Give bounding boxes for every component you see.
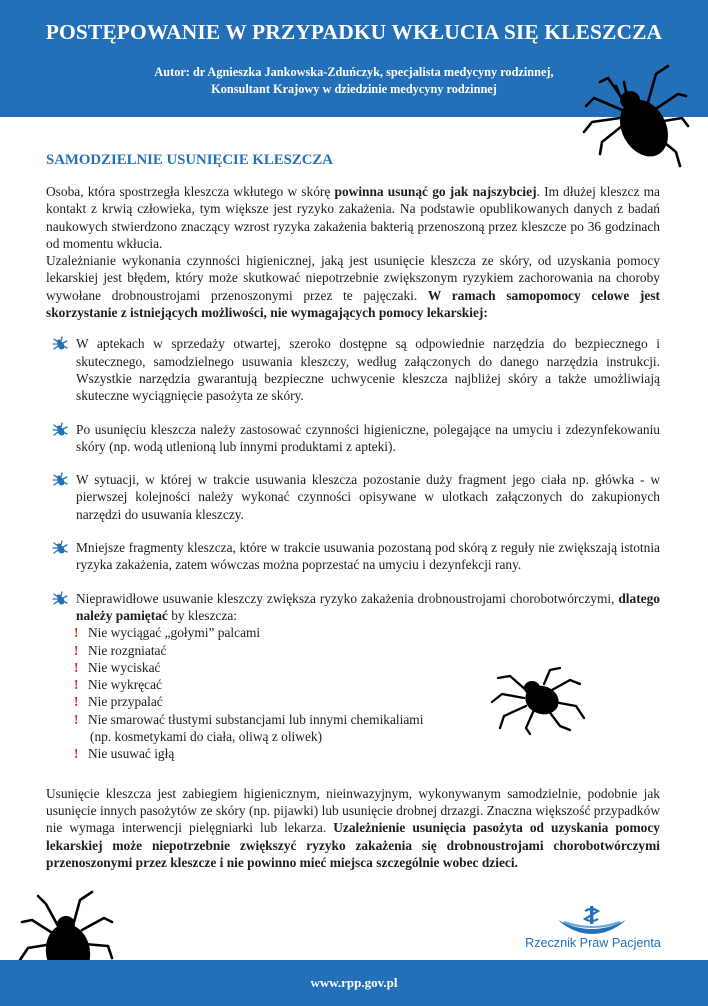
exclamation-icon: ! [74, 746, 79, 762]
main-content [46, 152, 660, 871]
warning-text: Nie wyciągać „gołymi” palcami [88, 625, 261, 641]
logo-text: Rzecznik Praw Pacjenta [525, 936, 661, 950]
exclamation-icon: ! [74, 711, 79, 727]
rpp-logo-icon [554, 904, 630, 934]
warning-item-continuation: (np. kosmetykami do ciała, oliwą z oliwek) [90, 729, 323, 745]
tick-bullet-icon [52, 472, 68, 488]
footer-url-link[interactable]: www.rpp.gov.pl [310, 975, 398, 990]
bullet-4-text: Mniejsze fragmenty kleszcza, które w trakcie usuwania pozostaną pod skórą z reguły nie zwiększają istotnia ryzyka zakażenia, zatem wówczas można poprzestać na umyciu i dezynfekcji rany. [76, 540, 660, 573]
tick-illustration-middle-icon [490, 666, 586, 736]
list-item [46, 421, 660, 456]
footer-banner [0, 960, 708, 1006]
exclamation-icon: ! [74, 677, 79, 693]
list-item [46, 335, 660, 404]
author-info [90, 64, 618, 98]
exclamation-icon: ! [74, 642, 79, 658]
intro-p1-text: Osoba, która spostrzegła kleszcza wkłutego w skórę [46, 184, 335, 199]
intro-p1-text-end: . Im dłużej kleszcz ma kontakt z krwią człowieka, tym większe jest ryzyko zakażenia. Na podstawie opublikowanych danych z badań naukowych stwierdzono znaczący wzrost ryzyka zakażenia bakterią przenoszoną przez kleszcze po 36 godzinach od momentu wkłucia. [46, 184, 660, 251]
bullet-5-text-end: by kleszcza: [167, 607, 238, 623]
intro-p1-emphasis: powinna usunąć go jak najszybciej [334, 184, 537, 199]
closing-paragraph [46, 785, 660, 871]
closing-emphasis: Uzależnienie usunięcia pasożyta od uzyskania pomocy lekarskiej może niepotrzebnie zwiększyć ryzyko zakażenia się drobnoustrojami chorobotwórczymi przenoszonymi przez kleszcze i nie powinno mieć miejsca szczególnie wobec dzieci. [46, 820, 660, 870]
section-title: SAMODZIELNIE USUNIĘCIE KLESZCZA [46, 152, 333, 168]
page-title: POSTĘPOWANIE W PRZYPADKU WKŁUCIA SIĘ KLESZCZA [45, 20, 663, 44]
warning-item [76, 624, 660, 641]
author-line-1: Autor: dr Agnieszka Jankowska-Zduńczyk, specjalista medycyny rodzinnej, [154, 65, 554, 79]
bullet-3-text: W sytuacji, w której w trakcie usuwania kleszcza pozostanie duży fragment jego ciała np. główka - w pierwszej kolejności należy wykonać czynności opisywane w ulotkach załączonych do zakupionych narzędzi do usuwania kleszczy. [76, 472, 660, 522]
exclamation-icon: ! [74, 694, 79, 710]
warning-text: Nie wyciskać [88, 659, 161, 675]
intro-paragraph-1 [46, 183, 660, 252]
bullet-1-text: W aptekach w sprzedaży otwartej, szeroko dostępne są odpowiednie narzędzia do bezpiecznego i skutecznego, samodzielnego usuwania kleszczy, według załączonych do danego narzędzia instrukcji. Wszystkie narzędzia gwarantują bezpieczne uchwycenie kleszcza najbliżej skóry a także umożliwiają skuteczne wyciągnięcie pasożyta ze skóry. [76, 336, 660, 404]
warning-text: Nie przypalać [88, 694, 163, 710]
exclamation-icon: ! [74, 625, 79, 641]
warning-text: Nie wykręcać [88, 677, 162, 693]
intro-p2-emphasis: W ramach samopomocy celowe jest skorzystanie z istniejących możliwości, nie wymagających pomocy lekarskiej: [46, 287, 660, 321]
intro-paragraph-2 [46, 252, 660, 321]
bullet-5-text: Nieprawidłowe usuwanie kleszczy zwiększa ryzyko zakażenia drobnoustrojami chorobotwórczymi, [76, 590, 619, 606]
list-item [46, 539, 660, 574]
tick-bullet-icon [52, 591, 68, 607]
bullet-2-text: Po usunięciu kleszcza należy zastosować czynności higieniczne, polegające na umyciu i zdezynfekowaniu skóry (np. wodą utlenioną lub innymi produktami z apteki). [76, 421, 660, 454]
tick-bullet-icon [52, 540, 68, 556]
list-item [46, 471, 660, 523]
warning-text: Nie smarować tłustymi substancjami lub innymi chemikaliami [88, 711, 424, 727]
rpp-logo [518, 904, 668, 960]
tick-bullet-icon [52, 422, 68, 438]
warning-item [76, 642, 660, 659]
warning-text: Nie rozgniatać [88, 642, 167, 658]
tick-bullet-icon [52, 336, 68, 352]
intro-p2-text: Uzależnianie wykonania czynności higienicznej, jaką jest usunięcie kleszcza ze skóry, od uzyskania pomocy lekarskiej jest błędem, który może skutkować niepotrzebnie zwiększonym ryzykiem zachorowania na choroby wywołane drobnoustrojami przenoszonymi przez te pajęczaki. [46, 253, 660, 303]
warning-text: Nie usuwać igłą [88, 746, 175, 762]
closing-text: Usunięcie kleszcza jest zabiegiem higienicznym, nieinwazyjnym, wykonywanym samodzielnie, podobnie jak usunięcie innych pasożytów ze skóry (np. pijawki) lub usunięcie drobnej drzazgi. Znaczna większość przypadków nie wymaga interwencji pielęgniarki lub lekarza. [46, 785, 660, 836]
author-line-2: Konsultant Krajowy w dziedzinie medycyny rodzinnej [211, 82, 497, 96]
bullet-5-emphasis: dlatego należy pamiętać [76, 590, 660, 623]
exclamation-icon: ! [74, 659, 79, 675]
warning-item [76, 745, 660, 762]
